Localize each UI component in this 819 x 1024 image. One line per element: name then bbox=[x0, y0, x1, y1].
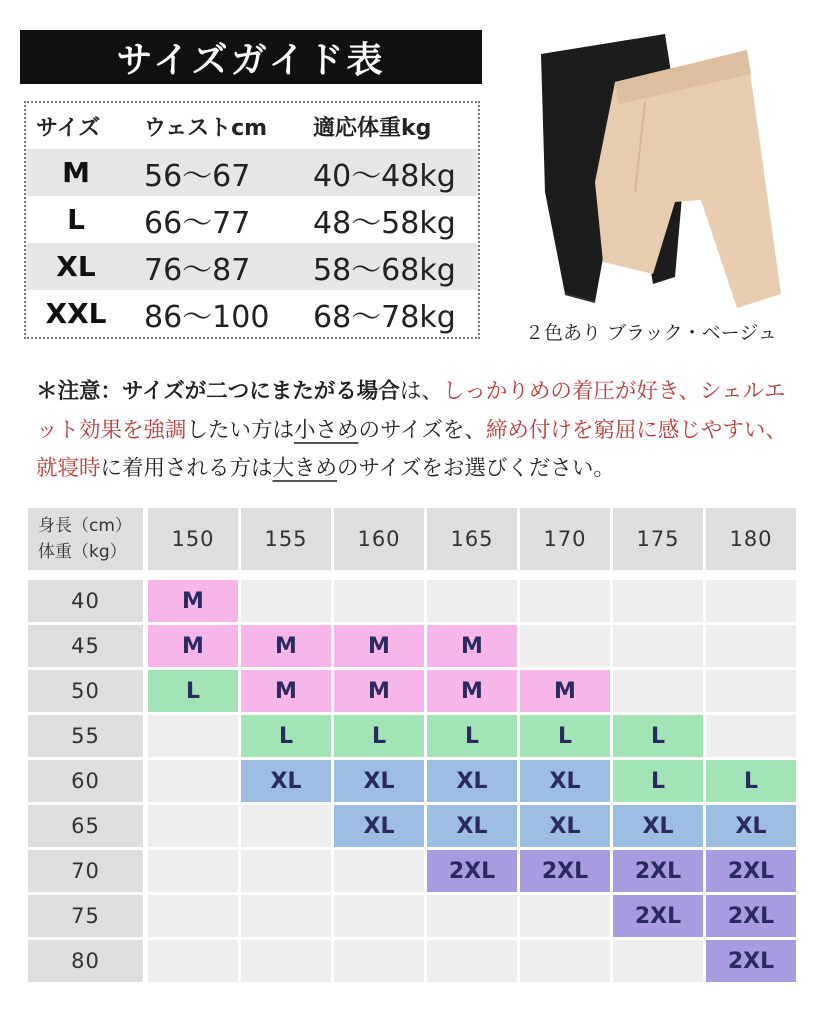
size-cell bbox=[613, 670, 703, 712]
size-cell: M bbox=[334, 625, 424, 667]
size-cell: M bbox=[241, 670, 331, 712]
size-table bbox=[24, 101, 480, 339]
weight-label-45: 45 bbox=[28, 625, 143, 667]
size-cell: 2XL bbox=[613, 895, 703, 937]
size-selection-note bbox=[36, 373, 806, 489]
weight-label-40: 40 bbox=[28, 580, 143, 622]
size-cell: M bbox=[148, 580, 238, 622]
size-cell bbox=[148, 940, 238, 982]
size-cell bbox=[241, 895, 331, 937]
size-cell bbox=[706, 580, 796, 622]
size-cell: M bbox=[427, 670, 517, 712]
size-label: M bbox=[62, 156, 90, 189]
size-cell bbox=[706, 625, 796, 667]
size-label: XXL bbox=[45, 297, 107, 330]
header-weight: 適応体重kg bbox=[313, 115, 432, 141]
size-cell: L bbox=[241, 715, 331, 757]
size-cell: XL bbox=[241, 760, 331, 802]
size-cell bbox=[148, 850, 238, 892]
size-cell bbox=[427, 580, 517, 622]
size-cell bbox=[241, 805, 331, 847]
height-header-170: 170 bbox=[520, 508, 610, 570]
size-cell bbox=[427, 940, 517, 982]
size-cell: XL bbox=[427, 805, 517, 847]
size-cell: L bbox=[334, 715, 424, 757]
size-cell bbox=[613, 625, 703, 667]
color-variants-caption: ２色あり ブラック・ベージュ bbox=[525, 322, 777, 344]
height-header-150: 150 bbox=[148, 508, 238, 570]
size-cell: L bbox=[427, 715, 517, 757]
size-label: L bbox=[67, 203, 85, 236]
weight-label-75: 75 bbox=[28, 895, 143, 937]
size-cell bbox=[334, 580, 424, 622]
size-cell bbox=[520, 580, 610, 622]
size-cell: 2XL bbox=[520, 850, 610, 892]
size-cell: M bbox=[334, 670, 424, 712]
size-cell: XL bbox=[613, 805, 703, 847]
size-row bbox=[26, 149, 478, 196]
size-row bbox=[26, 243, 478, 290]
size-cell: L bbox=[520, 715, 610, 757]
size-cell: 2XL bbox=[427, 850, 517, 892]
note-text: したい方は bbox=[186, 417, 295, 443]
weight-label-70: 70 bbox=[28, 850, 143, 892]
size-cell bbox=[613, 940, 703, 982]
note-text: のサイズを、 bbox=[358, 417, 486, 443]
note-text: のサイズをお選びください。 bbox=[337, 456, 615, 481]
waist-range: 86〜100 bbox=[144, 299, 270, 335]
size-cell bbox=[706, 670, 796, 712]
size-row bbox=[26, 290, 478, 337]
waist-range: 76〜87 bbox=[144, 252, 251, 288]
size-cell: XL bbox=[334, 805, 424, 847]
grid-corner-label bbox=[28, 508, 143, 570]
size-cell bbox=[520, 895, 610, 937]
weight-label-65: 65 bbox=[28, 805, 143, 847]
height-header-165: 165 bbox=[427, 508, 517, 570]
size-cell: XL bbox=[706, 805, 796, 847]
weight-axis-label: 体重（kg） bbox=[38, 542, 127, 562]
size-cell bbox=[334, 895, 424, 937]
height-header-160: 160 bbox=[334, 508, 424, 570]
note-emphasis: サイズが二つにまたがる場合 bbox=[122, 379, 400, 404]
weight-range: 40〜48kg bbox=[313, 158, 456, 194]
size-cell: M bbox=[427, 625, 517, 667]
note-text: は、 bbox=[399, 379, 443, 404]
size-cell bbox=[520, 625, 610, 667]
size-cell bbox=[148, 805, 238, 847]
size-label: XL bbox=[56, 250, 96, 283]
header-size: サイズ bbox=[36, 115, 101, 141]
size-cell bbox=[520, 940, 610, 982]
weight-range: 48〜58kg bbox=[313, 205, 456, 241]
height-header-180: 180 bbox=[706, 508, 796, 570]
size-row bbox=[26, 196, 478, 243]
size-cell: 2XL bbox=[706, 895, 796, 937]
size-cell bbox=[334, 940, 424, 982]
weight-label-50: 50 bbox=[28, 670, 143, 712]
weight-label-55: 55 bbox=[28, 715, 143, 757]
header-waist: ウェストcm bbox=[144, 115, 268, 141]
note-underline: 大きめ bbox=[272, 456, 338, 481]
size-cell: L bbox=[613, 715, 703, 757]
size-cell bbox=[241, 850, 331, 892]
size-cell bbox=[613, 580, 703, 622]
weight-range: 68〜78kg bbox=[313, 299, 456, 335]
page-title: サイズガイド表 bbox=[20, 30, 482, 84]
size-cell: XL bbox=[334, 760, 424, 802]
note-text: に着用される方は bbox=[100, 456, 273, 481]
size-cell bbox=[706, 715, 796, 757]
waist-range: 56〜67 bbox=[144, 158, 251, 194]
weight-label-80: 80 bbox=[28, 940, 143, 982]
size-cell bbox=[334, 850, 424, 892]
waist-range: 66〜77 bbox=[144, 205, 251, 241]
height-header-175: 175 bbox=[613, 508, 703, 570]
note-prefix: ＊注意： bbox=[36, 379, 123, 404]
size-cell: 2XL bbox=[706, 850, 796, 892]
size-table-header bbox=[26, 103, 478, 149]
size-cell bbox=[427, 895, 517, 937]
size-cell: XL bbox=[427, 760, 517, 802]
product-image bbox=[525, 32, 805, 317]
note-red-text: しっかりめの着圧が好き、シェルエット効果を強調 bbox=[36, 379, 786, 443]
size-cell: M bbox=[148, 625, 238, 667]
size-cell bbox=[148, 715, 238, 757]
size-cell bbox=[241, 580, 331, 622]
size-cell bbox=[241, 940, 331, 982]
note-red-text: 締め付けを窮屈に感じやすい、就寝時 bbox=[36, 417, 787, 481]
size-cell bbox=[148, 760, 238, 802]
note-underline: 小さめ bbox=[294, 417, 359, 443]
size-cell: XL bbox=[520, 805, 610, 847]
weight-range: 58〜68kg bbox=[313, 252, 456, 288]
size-cell: 2XL bbox=[706, 940, 796, 982]
height-axis-label: 身長（cm） bbox=[38, 516, 132, 536]
size-cell bbox=[148, 895, 238, 937]
size-cell: L bbox=[706, 760, 796, 802]
height-header-155: 155 bbox=[241, 508, 331, 570]
size-cell: L bbox=[613, 760, 703, 802]
size-cell: M bbox=[520, 670, 610, 712]
size-cell: M bbox=[241, 625, 331, 667]
size-cell: L bbox=[148, 670, 238, 712]
size-cell: XL bbox=[520, 760, 610, 802]
weight-label-60: 60 bbox=[28, 760, 143, 802]
size-cell: 2XL bbox=[613, 850, 703, 892]
